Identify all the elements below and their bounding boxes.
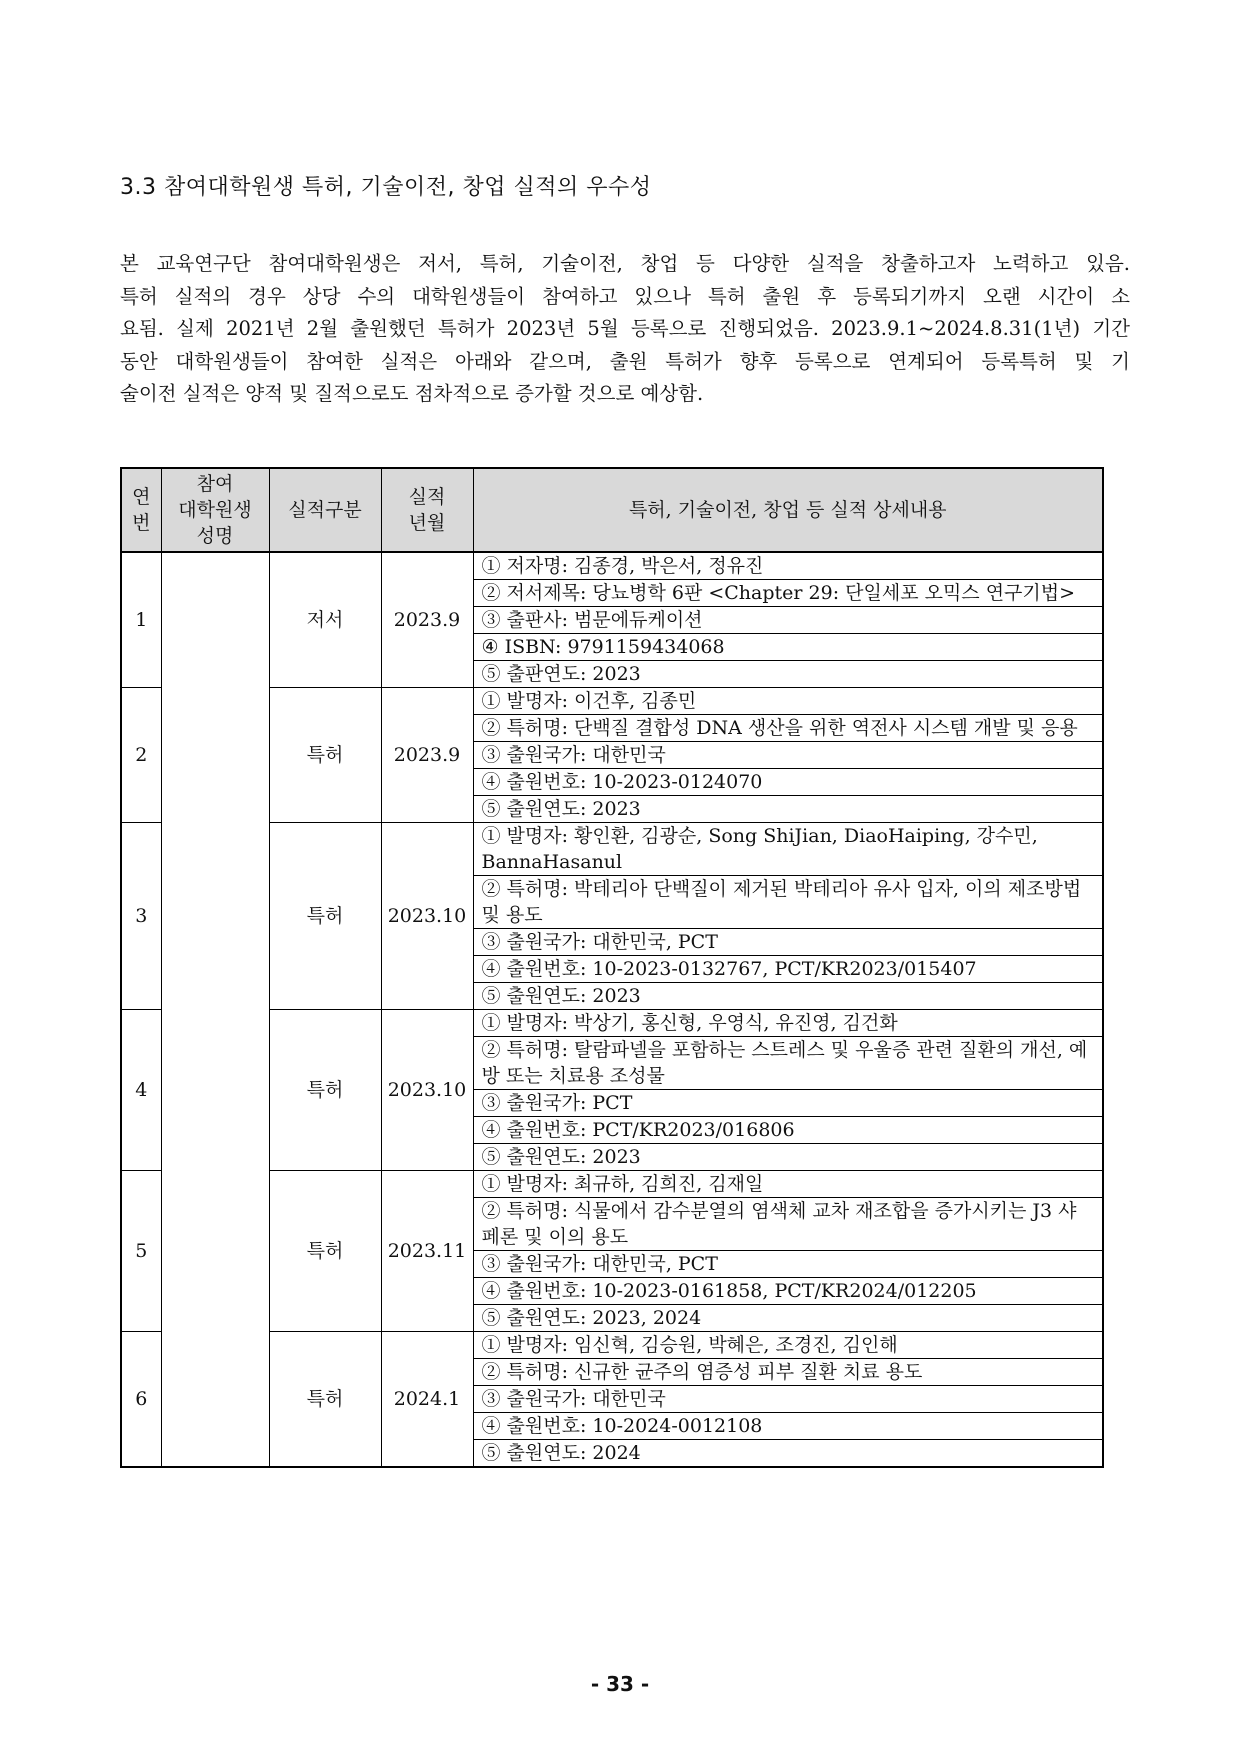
achievement-date: 2024.1 <box>381 1332 473 1468</box>
achievement-category: 특허 <box>269 823 381 1010</box>
detail-item: ⑤ 출원연도: 2024 <box>481 1442 641 1464</box>
detail-item: ① 발명자: 황인환, 김광순, Song ShiJian, DiaoHaiping, 강수민, BannaHasanul <box>474 823 1103 876</box>
detail-item: ① 저자명: 김종경, 박은서, 정유진 <box>474 553 1103 580</box>
intro-line: 요됨. 실제 2021년 2월 출원했던 특허가 2023년 5월 등록으로 진행되었음. 2023.9.1~2024.8.31(1년) 기간 <box>120 317 1130 340</box>
achievement-category: 특허 <box>269 1171 381 1332</box>
row-number: 1 <box>121 552 161 688</box>
achievement-table <box>120 467 1104 1468</box>
student-name <box>161 688 269 823</box>
intro-line: 본 교육연구단 참여대학원생은 저서, 특허, 기술이전, 창업 등 다양한 실적을 창출하고자 노력하고 있음. <box>120 252 1130 275</box>
table-body <box>121 552 1103 1467</box>
detail-item: ④ 출원번호: 10-2023-0161858, PCT/KR2024/012205 <box>474 1278 1103 1305</box>
detail-item: ④ 출원번호: 10-2023-0124070 <box>474 769 1103 796</box>
header-date: 실적 년월 <box>381 468 473 552</box>
achievement-detail <box>473 1332 1103 1468</box>
detail-item: ④ 출원번호: 10-2024-0012108 <box>474 1413 1103 1440</box>
achievement-date: 2023.9 <box>381 552 473 688</box>
detail-item: ⑤ 출원연도: 2023 <box>481 798 641 820</box>
table-row <box>121 688 1103 823</box>
row-number: 3 <box>121 823 161 1010</box>
table-row <box>121 1171 1103 1332</box>
detail-item: ⑤ 출원연도: 2023 <box>481 985 641 1007</box>
detail-item: ① 발명자: 이건후, 김종민 <box>474 688 1103 715</box>
detail-item: ⑤ 출판연도: 2023 <box>481 663 641 685</box>
detail-item: ③ 출원국가: PCT <box>474 1090 1103 1117</box>
student-name <box>161 552 269 688</box>
student-name <box>161 1171 269 1332</box>
achievement-detail <box>473 688 1103 823</box>
detail-item: ③ 출원국가: 대한민국 <box>474 1386 1103 1413</box>
header-student-name: 참여 대학원생 성명 <box>161 468 269 552</box>
student-name <box>161 1332 269 1468</box>
achievement-date: 2023.10 <box>381 1010 473 1171</box>
intro-line: 특허 실적의 경우 상당 수의 대학원생들이 참여하고 있으나 특허 출원 후 등록되기까지 오랜 시간이 소 <box>120 284 1130 308</box>
detail-item: ⑤ 출원연도: 2023, 2024 <box>481 1307 702 1329</box>
row-number: 5 <box>121 1171 161 1332</box>
table-row <box>121 1332 1103 1468</box>
detail-item: ① 발명자: 최규하, 김희진, 김재일 <box>474 1171 1103 1198</box>
achievement-date: 2023.9 <box>381 688 473 823</box>
student-name <box>161 1010 269 1171</box>
row-number: 4 <box>121 1010 161 1171</box>
detail-item: ③ 출원국가: 대한민국, PCT <box>474 929 1103 956</box>
achievement-date: 2023.10 <box>381 823 473 1010</box>
detail-item: ① 발명자: 박상기, 홍신형, 우영식, 유진영, 김건화 <box>474 1010 1103 1037</box>
detail-item: ④ 출원번호: 10-2023-0132767, PCT/KR2023/015407 <box>474 956 1103 983</box>
detail-item: ② 특허명: 박테리아 단백질이 제거된 박테리아 유사 입자, 이의 제조방법 및 용도 <box>474 876 1103 929</box>
detail-item: ② 특허명: 신규한 균주의 염증성 피부 질환 치료 용도 <box>474 1359 1103 1386</box>
achievement-detail <box>473 1171 1103 1332</box>
student-name <box>161 823 269 1010</box>
detail-item: ① 발명자: 임신혁, 김승원, 박혜은, 조경진, 김인해 <box>474 1332 1103 1359</box>
intro-paragraph <box>120 248 1130 411</box>
section-title: 3.3 참여대학원생 특허, 기술이전, 창업 실적의 우수성 <box>120 175 652 200</box>
table-row <box>121 1010 1103 1171</box>
intro-line: 동안 대학원생들이 참여한 실적은 아래와 같으며, 출원 특허가 향후 등록으로 연계되어 등록특허 및 기 <box>120 349 1130 373</box>
detail-item: ③ 출판사: 범문에듀케이션 <box>474 607 1103 634</box>
intro-line: 술이전 실적은 양적 및 질적으로도 점차적으로 증가할 것으로 예상함. <box>120 382 704 405</box>
achievement-category: 저서 <box>269 552 381 688</box>
achievement-detail <box>473 552 1103 688</box>
detail-item: ② 특허명: 탈람파넬을 포함하는 스트레스 및 우울증 관련 질환의 개선, 예방 또는 치료용 조성물 <box>474 1037 1103 1090</box>
achievement-category: 특허 <box>269 1010 381 1171</box>
table-row <box>121 823 1103 1010</box>
achievement-detail <box>473 1010 1103 1171</box>
header-detail: 특허, 기술이전, 창업 등 실적 상세내용 <box>473 468 1103 552</box>
page-number: - 33 - <box>590 1672 650 1696</box>
detail-item: ② 저서제목: 당뇨병학 6판 <Chapter 29: 단일세포 오믹스 연구기법> <box>474 580 1103 607</box>
row-number: 2 <box>121 688 161 823</box>
achievement-detail <box>473 823 1103 1010</box>
achievement-category: 특허 <box>269 1332 381 1468</box>
achievement-date: 2023.11 <box>381 1171 473 1332</box>
detail-item: ③ 출원국가: 대한민국 <box>474 742 1103 769</box>
header-category: 실적구분 <box>269 468 381 552</box>
detail-item: ④ 출원번호: PCT/KR2023/016806 <box>474 1117 1103 1144</box>
header-no: 연 번 <box>121 468 161 552</box>
detail-item: ③ 출원국가: 대한민국, PCT <box>474 1251 1103 1278</box>
achievement-category: 특허 <box>269 688 381 823</box>
detail-item: ⑤ 출원연도: 2023 <box>481 1146 641 1168</box>
table-row <box>121 552 1103 688</box>
row-number: 6 <box>121 1332 161 1468</box>
detail-item: ② 특허명: 단백질 결합성 DNA 생산을 위한 역전사 시스템 개발 및 응용 <box>474 715 1103 742</box>
detail-item: ② 특허명: 식물에서 감수분열의 염색체 교차 재조합을 증가시키는 J3 샤페론 및 이의 용도 <box>474 1198 1103 1251</box>
detail-item: ④ ISBN: 9791159434068 <box>474 634 1103 661</box>
